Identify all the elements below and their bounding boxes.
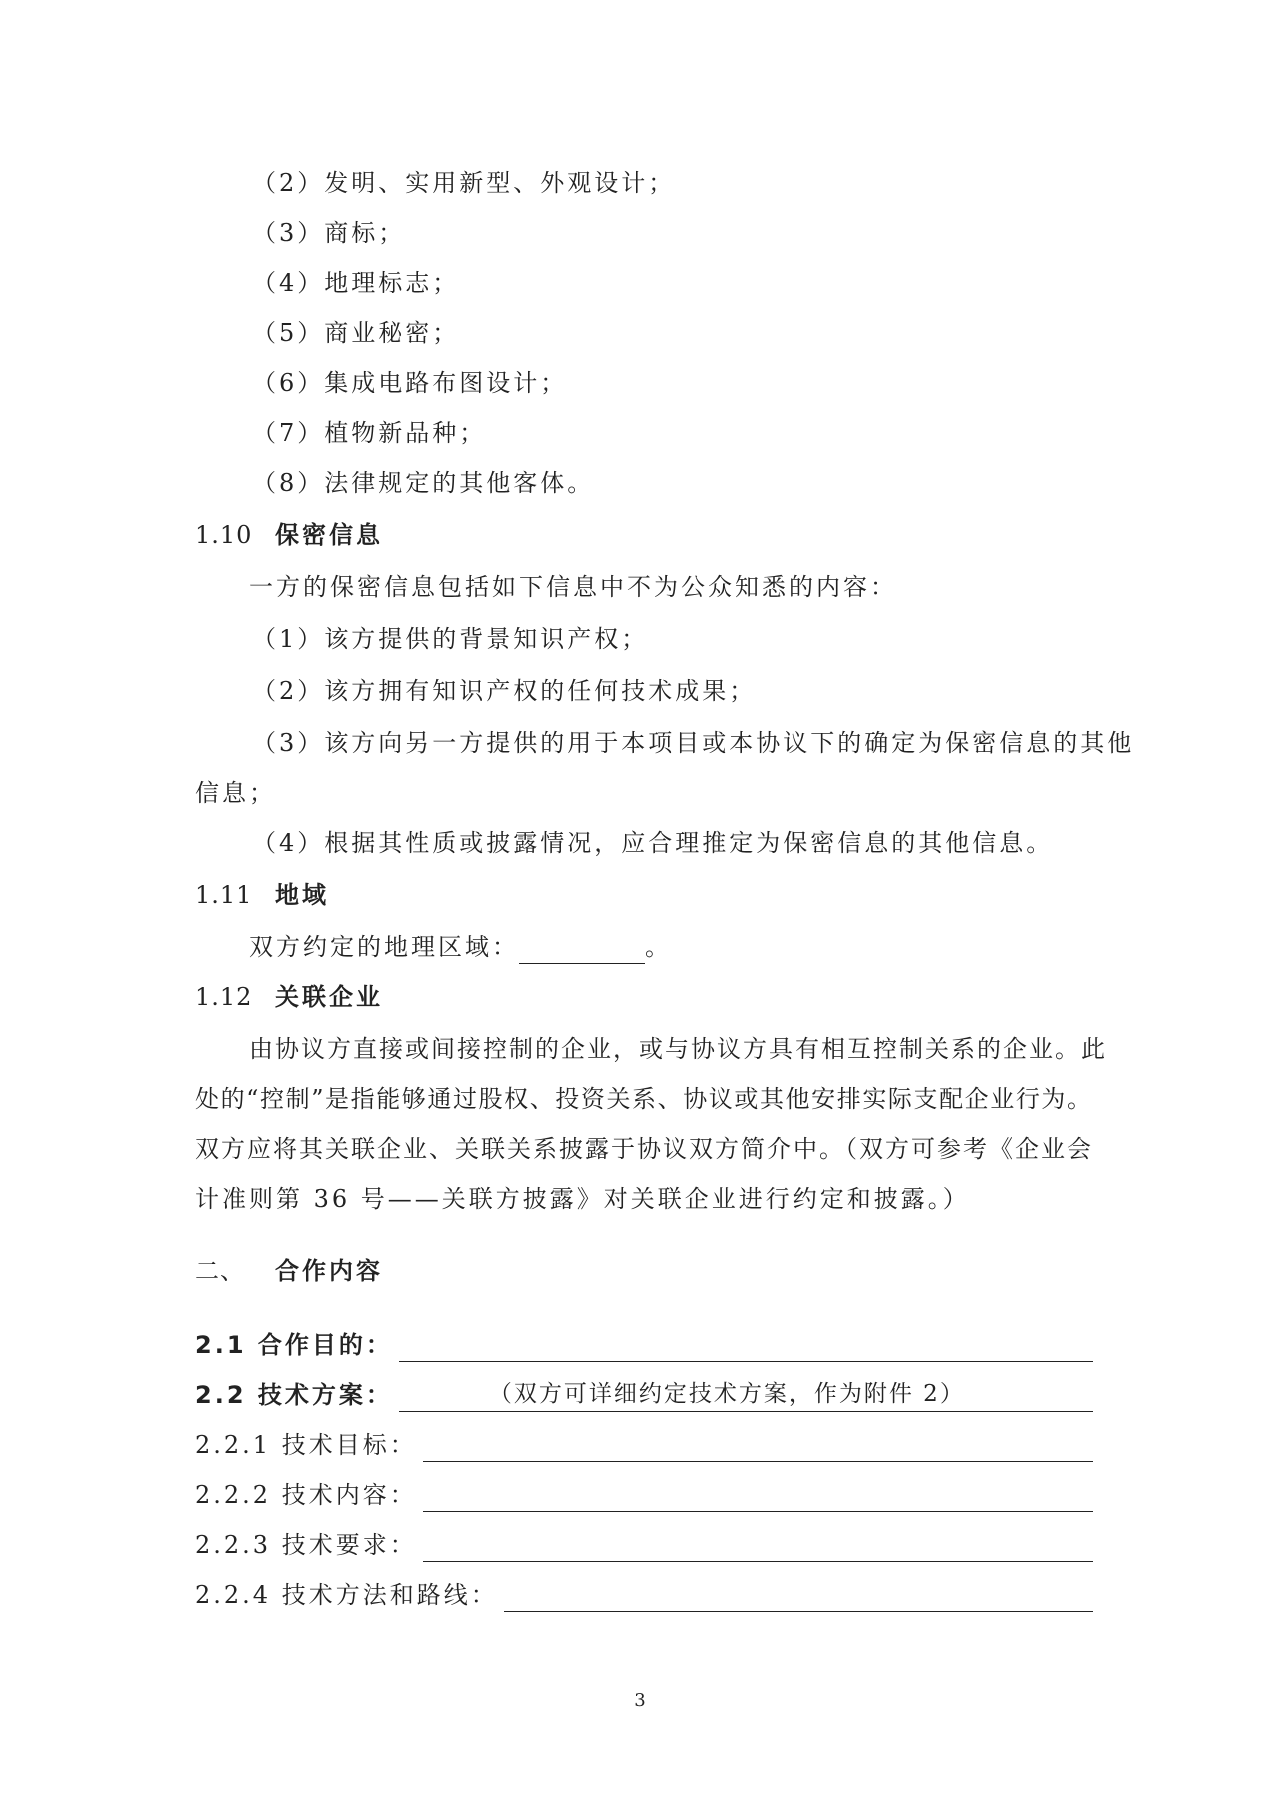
section-number: 1.10 [195,521,253,549]
technical-method-field [195,1578,1093,1612]
section-heading-1-12 [195,980,383,1014]
field-label: 2.1 合作目的： [195,1331,393,1359]
section-title: 地域 [275,881,329,909]
technical-requirement-field [195,1528,1093,1562]
paragraph: 一方的保密信息包括如下信息中不为公众知悉的内容： [249,573,897,601]
field-label: 2.2.1 技术目标： [195,1431,417,1459]
section-title: 保密信息 [275,521,383,549]
technical-content-blank[interactable] [423,1481,1093,1512]
technical-goal-field [195,1428,1093,1462]
list-item: （2）该方拥有知识产权的任何技术成果； [252,677,757,705]
field-label: 2.2.3 技术要求： [195,1531,417,1559]
technical-plan-field [195,1378,1093,1412]
list-item: （7）植物新品种； [252,419,487,447]
chapter-heading [195,1254,383,1288]
page-number: 3 [634,1690,646,1711]
list-item: （4）根据其性质或披露情况，应合理推定为保密信息的其他信息。 [252,829,1054,857]
field-label: 2.2 技术方案： [195,1381,393,1409]
list-item: （3）该方向另一方提供的用于本项目或本协议下的确定为保密信息的其他 [252,729,1135,757]
list-item: （4）地理标志； [252,269,460,297]
paragraph-line: 处的“控制”是指能够通过股权、投资关系、协议或其他安排实际支配企业行为。 [195,1085,1091,1113]
section-number: 1.12 [195,983,253,1011]
list-item: （2）发明、实用新型、外观设计； [252,169,676,197]
list-item: （5）商业秘密； [252,319,460,347]
technical-plan-blank[interactable] [399,1381,1093,1412]
list-item-continuation: 信息； [195,779,276,807]
list-item: （6）集成电路布图设计； [252,369,568,397]
paragraph-line: 由协议方直接或间接控制的企业，或与协议方具有相互控制关系的企业。此 [249,1035,1107,1063]
field-label: 2.2.2 技术内容： [195,1481,417,1509]
chapter-title: 合作内容 [275,1257,383,1285]
paragraph-line: 计准则第 36 号——关联方披露》对关联企业进行约定和披露。） [195,1185,970,1213]
region-blank-field[interactable] [519,935,645,964]
field-label: 2.2.4 技术方法和路线： [195,1581,498,1609]
region-label: 双方约定的地理区域： [249,933,519,961]
technical-requirement-blank[interactable] [423,1531,1093,1562]
technical-content-field [195,1478,1093,1512]
list-item: （3）商标； [252,219,406,247]
section-heading-1-10 [195,518,383,552]
section-number: 1.11 [195,881,253,909]
section-heading-1-11 [195,878,329,912]
list-item: （8）法律规定的其他客体。 [252,469,595,497]
cooperation-purpose-blank[interactable] [399,1331,1093,1362]
paragraph-line: 双方应将其关联企业、关联关系披露于协议双方简介中。（双方可参考《企业会 [195,1135,1091,1163]
cooperation-purpose-field [195,1328,1093,1362]
section-title: 关联企业 [275,983,383,1011]
region-period: 。 [645,933,672,961]
field-note: （双方可详细约定技术方案，作为附件 2） [488,1381,965,1407]
technical-goal-blank[interactable] [423,1431,1093,1462]
technical-method-blank[interactable] [504,1581,1093,1612]
region-field [249,930,672,964]
chapter-number: 二、 [195,1257,245,1285]
list-item: （1）该方提供的背景知识产权； [252,625,649,653]
